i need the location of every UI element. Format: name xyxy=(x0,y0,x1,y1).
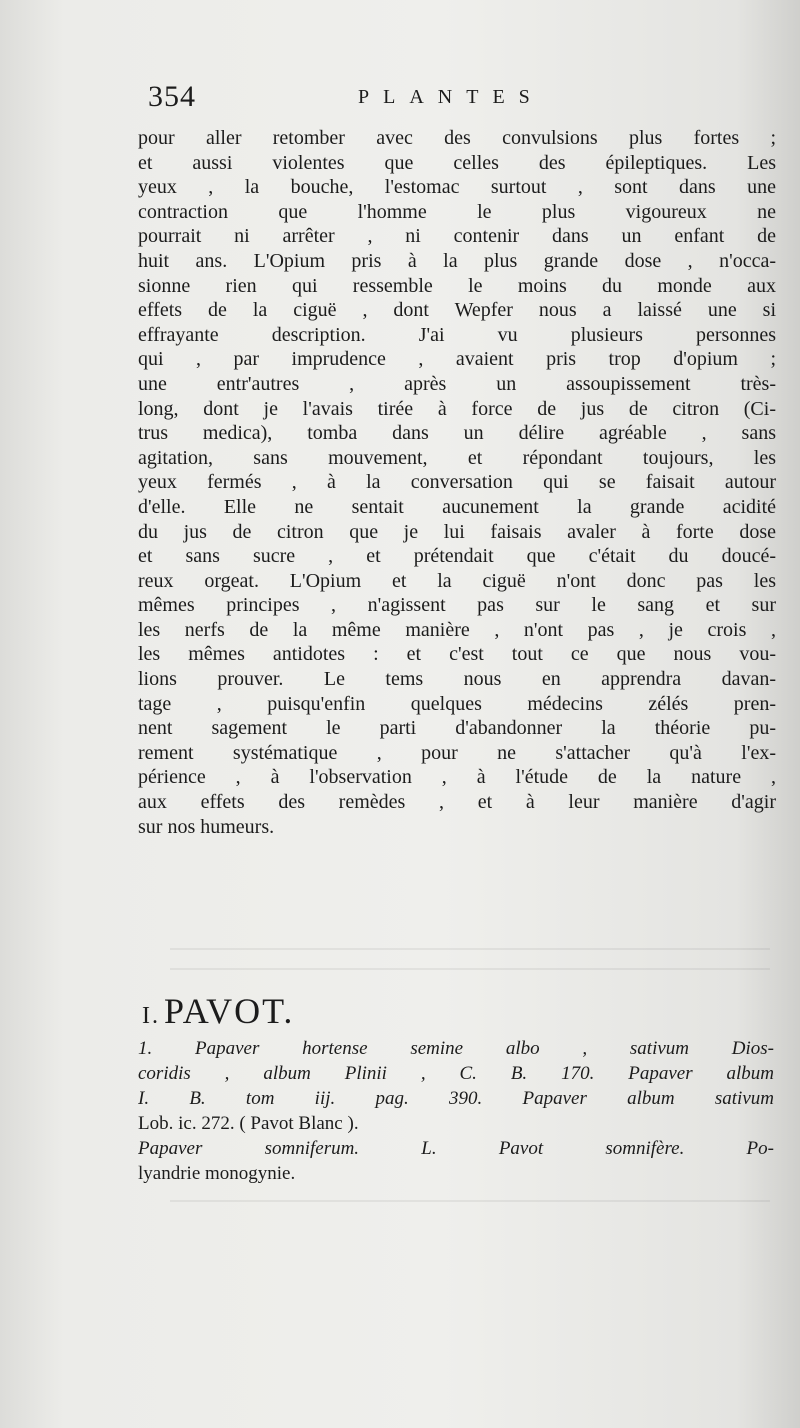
text-line: périence , à l'observation , à l'étude de la nature , xyxy=(138,766,776,789)
text-line: qui , par imprudence , avaient pris trop d'opium ; xyxy=(138,348,776,371)
body-text xyxy=(138,126,776,839)
text-line: sur nos humeurs. xyxy=(138,815,275,838)
text-line: yeux , la bouche, l'estomac surtout , sont dans une xyxy=(138,176,776,199)
section-heading xyxy=(142,990,742,1030)
section-number: I. xyxy=(142,1003,160,1029)
running-header xyxy=(148,82,768,112)
text-line: mêmes principes , n'agissent pas sur le sang et sur xyxy=(138,594,776,617)
text-line: tage , puisqu'enfin quelques médecins zélés pren- xyxy=(138,692,776,715)
text-line: yeux fermés , à la conversation qui se faisait autour xyxy=(138,471,776,494)
text-line: les mêmes antidotes : et c'est tout ce que nous vou- xyxy=(138,643,776,666)
synonymy-line: lyandrie monogynie. xyxy=(138,1163,296,1184)
text-line: du jus de citron que je lui faisais avaler à forte dose xyxy=(138,520,776,543)
text-line: et aussi violentes que celles des épileptiques. Les xyxy=(138,151,776,174)
synonymy-line: coridis , album Plinii , C. B. 170. Papaver album xyxy=(138,1063,774,1084)
synonymy-line: 1. Papaver hortense semine albo , sativum Dios- xyxy=(138,1038,774,1059)
synonymy-line: Papaver somniferum. L. Pavot somnifère. Po- xyxy=(138,1138,774,1159)
synonymy-block xyxy=(138,1036,774,1186)
show-through-ink xyxy=(170,948,770,950)
running-title: PLANTES xyxy=(358,86,544,108)
page-number: 354 xyxy=(148,80,196,113)
text-line: nent sagement le parti d'abandonner la théorie pu- xyxy=(138,717,776,740)
text-line: pour aller retomber avec des convulsions plus fortes ; xyxy=(138,127,776,149)
text-line: agitation, sans mouvement, et répondant toujours, les xyxy=(138,446,776,469)
text-line: effets de la ciguë , dont Wepfer nous a laissé une si xyxy=(138,299,776,322)
show-through-ink xyxy=(170,968,770,970)
text-line: trus medica), tomba dans un délire agréable , sans xyxy=(138,422,776,445)
text-line: sionne rien qui ressemble le moins du monde aux xyxy=(138,274,776,297)
text-line: une entr'autres , après un assoupissement très- xyxy=(138,372,776,395)
show-through-ink xyxy=(170,1200,770,1202)
text-line: lions prouver. Le tems nous en apprendra davan- xyxy=(138,668,776,691)
text-line: et sans sucre , et prétendait que c'était du doucé- xyxy=(138,545,776,568)
text-line: aux effets des remèdes , et à leur manière d'agir xyxy=(138,791,776,814)
text-line: rement systématique , pour ne s'attacher qu'à l'ex- xyxy=(138,741,776,764)
synonymy-line: Lob. ic. 272. ( Pavot Blanc ). xyxy=(138,1113,359,1134)
text-line: huit ans. L'Opium pris à la plus grande dose , n'occa- xyxy=(138,249,776,272)
text-line: d'elle. Elle ne sentait aucunement la grande acidité xyxy=(138,495,776,518)
text-line: long, dont je l'avais tirée à force de jus de citron (Ci- xyxy=(138,397,776,420)
text-line: reux orgeat. L'Opium et la ciguë n'ont donc pas les xyxy=(138,569,776,592)
text-line: les nerfs de la même manière , n'ont pas , je crois , xyxy=(138,618,776,641)
section-title: PAVOT. xyxy=(164,991,295,1031)
text-line: effrayante description. J'ai vu plusieurs personnes xyxy=(138,323,776,346)
text-line: pourrait ni arrêter , ni contenir dans un enfant de xyxy=(138,225,776,248)
synonymy-line: I. B. tom iij. pag. 390. Papaver album sativum xyxy=(138,1088,774,1109)
text-line: contraction que l'homme le plus vigoureux ne xyxy=(138,200,776,223)
